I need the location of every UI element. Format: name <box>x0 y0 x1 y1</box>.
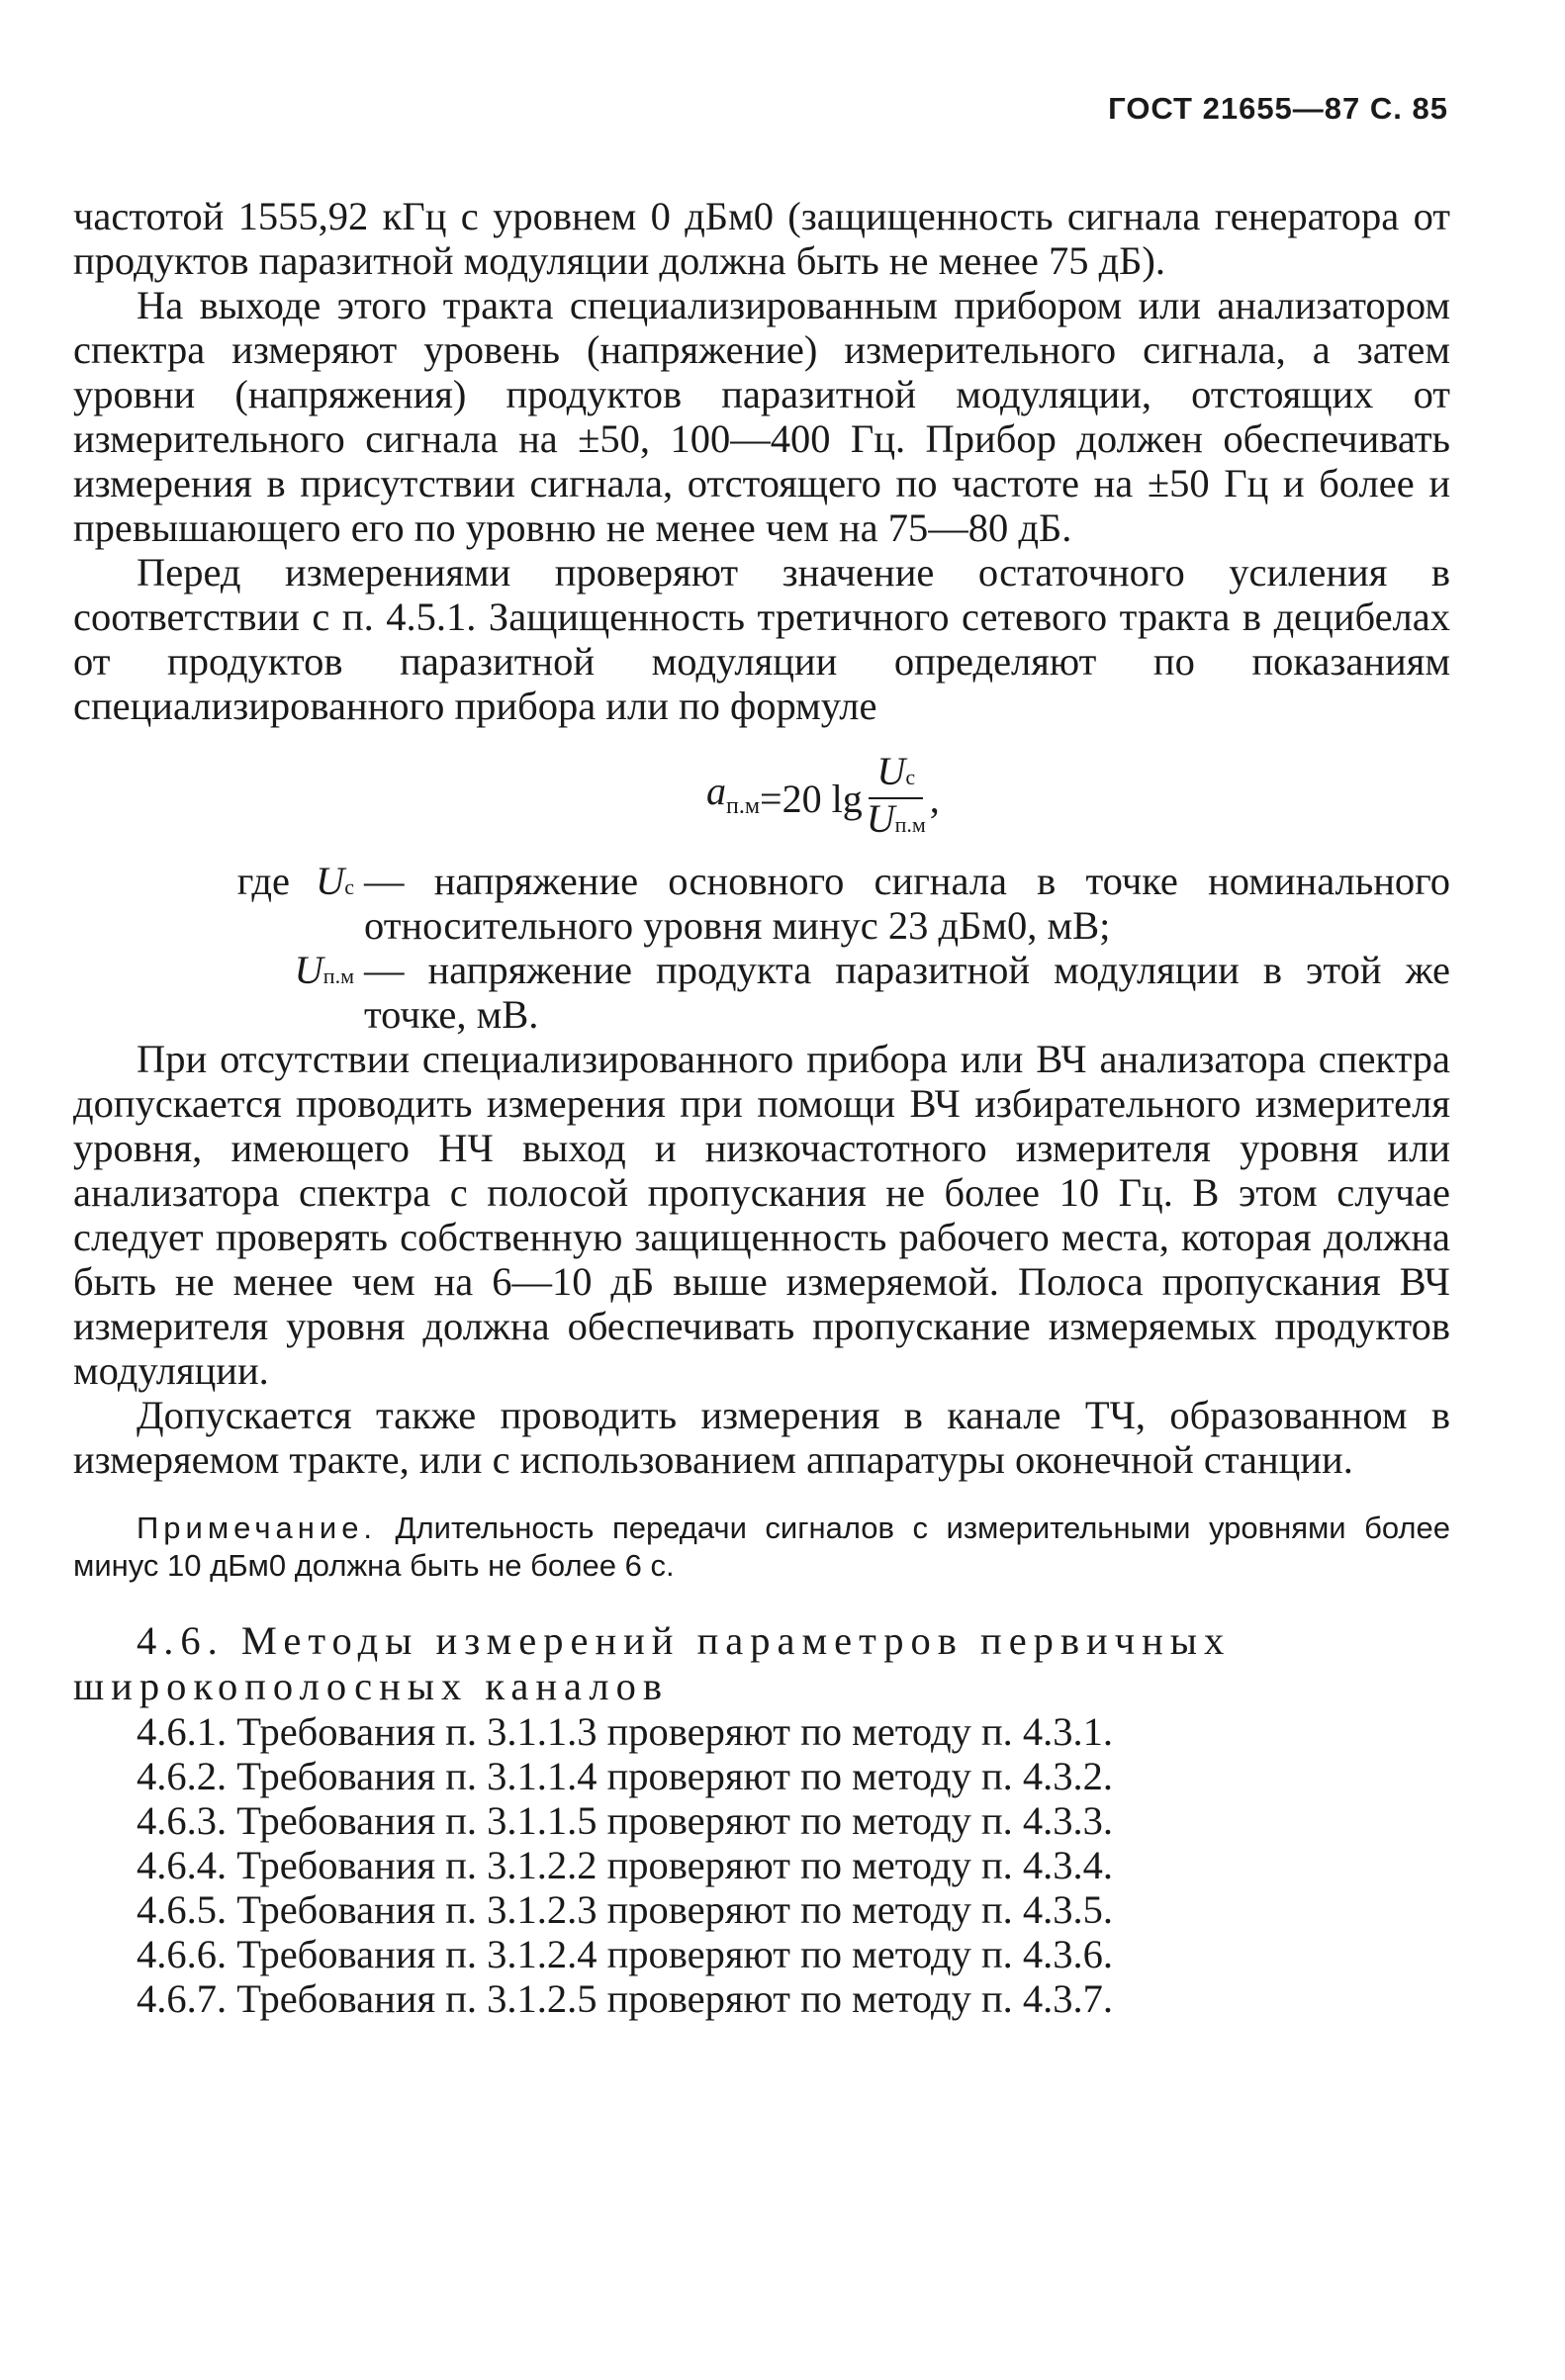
page-body <box>73 194 1450 2021</box>
formula-denominator: Uп.м <box>866 796 926 841</box>
section-list <box>73 1709 1450 2021</box>
section-heading <box>73 1618 1450 1709</box>
formula-block <box>73 728 1450 855</box>
note-label: Примечание. <box>137 1510 378 1545</box>
formula-fraction <box>866 749 926 845</box>
list-item: 4.6.7. Требования п. 3.1.2.5 проверяют по методу п. 4.3.7. <box>137 1976 1114 2021</box>
paragraph-tch-channel: Допускается также проводить измерения в канале ТЧ, образованном в измеряемом тракте, или с использованием аппаратуры оконечной станции. <box>73 1393 1450 1482</box>
section-4-6 <box>73 1618 1450 2021</box>
page-header: ГОСТ 21655—87 С. 85 <box>1108 91 1448 126</box>
paragraph-residual-gain: Перед измерениями проверяют значение остаточного усиления в соответствии с п. 4.5.1. Защищенность третичного сетевого тракта в децибелах от продуктов паразитной модуляции определяют по показаниям специализированного прибора или по формуле <box>73 550 1450 728</box>
paragraph-measurement-output: На выходе этого тракта специализированным прибором или анализатором спектра измеряют уровень (напряжение) измерительного сигнала, а затем уровни (напряжения) продуктов паразитной модуляции, отстоящих от измерительного сигнала на ±50, 100—400 Гц. Прибор должен обеспечивать измерения в присутствии сигнала, отстоящего по частоте на ±50 Гц и более и превышающего его по уровню не менее чем на 75—80 дБ. <box>73 283 1450 550</box>
list-item: 4.6.3. Требования п. 3.1.1.5 проверяют по методу п. 4.3.3. <box>137 1798 1114 1843</box>
where-description: — напряжение продукта паразитной модуляции в этой же точке, мВ. <box>364 948 1450 1037</box>
formula <box>706 749 940 845</box>
where-item <box>73 859 1450 948</box>
where-symbol: Uc <box>315 859 354 903</box>
note-text: Длительность передачи сигналов с измерительными уровнями более минус 10 дБм0 должна быть не более 6 с. <box>73 1510 1450 1583</box>
formula-tail: , <box>929 776 940 821</box>
section-title: Методы измерений параметров первичных широкополосных каналов <box>73 1618 1232 1708</box>
list-item: 4.6.2. Требования п. 3.1.1.4 проверяют по методу п. 4.3.2. <box>137 1754 1114 1798</box>
where-item <box>73 948 1450 1037</box>
formula-numerator: Uc <box>869 752 923 799</box>
where-symbol: Uп.м <box>294 948 354 992</box>
formula-equals: =20 lg <box>760 776 863 821</box>
where-description: — напряжение основного сигнала в точке номинального относительного уровня минус 23 дБм0, мВ; <box>364 859 1450 948</box>
list-item: 4.6.5. Требования п. 3.1.2.3 проверяют по методу п. 4.3.5. <box>137 1887 1114 1932</box>
where-prefix: где <box>236 859 290 903</box>
list-item: 4.6.4. Требования п. 3.1.2.2 проверяют по методу п. 4.3.4. <box>137 1843 1114 1887</box>
section-number: 4.6. <box>137 1618 225 1663</box>
note <box>73 1510 1450 1585</box>
where-definitions <box>73 859 1450 1037</box>
list-item: 4.6.1. Требования п. 3.1.1.3 проверяют по методу п. 4.3.1. <box>137 1709 1114 1754</box>
list-item: 4.6.6. Требования п. 3.1.2.4 проверяют по методу п. 4.3.6. <box>137 1932 1114 1976</box>
paragraph-continuation: частотой 1555,92 кГц с уровнем 0 дБм0 (защищенность сигнала генератора от продуктов паразитной модуляции должна быть не менее 75 дБ). <box>73 194 1450 283</box>
paragraph-alternative-method: При отсутствии специализированного прибора или ВЧ анализатора спектра допускается проводить измерения при помощи ВЧ избирательного измерителя уровня, имеющего НЧ выход и низкочастотного измерителя уровня или анализатора спектра с полосой пропускания не более 10 Гц. В этом случае следует проверять собственную защищенность рабочего места, которая должна быть не менее чем на 6—10 дБ выше измеряемой. Полоса пропускания ВЧ измерителя уровня должна обеспечивать пропускание измеряемых продуктов модуляции. <box>73 1037 1450 1393</box>
formula-lhs: $a_{п.м}$ <box>706 768 761 819</box>
